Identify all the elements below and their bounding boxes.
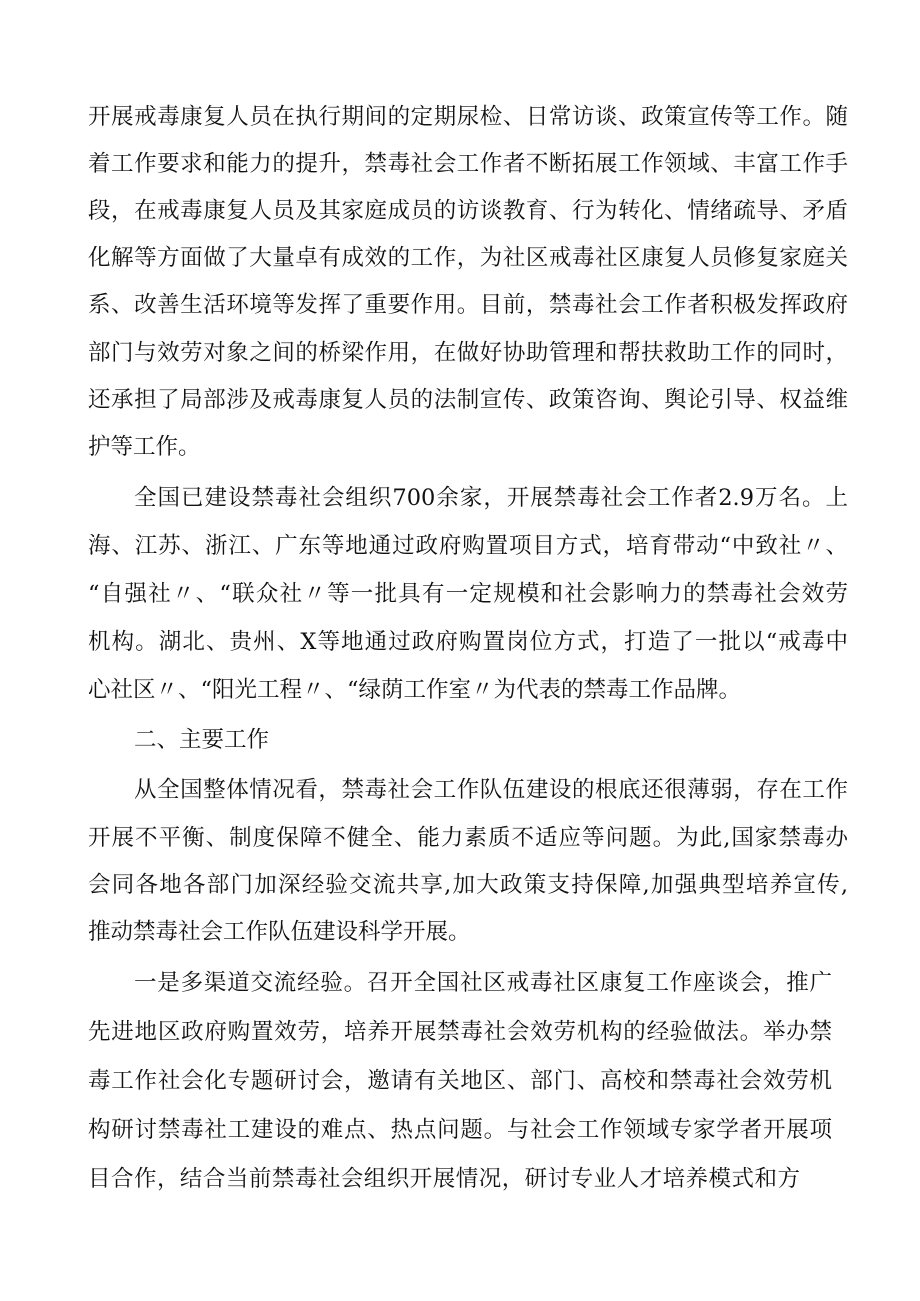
text-line: 毒工作社会化专题研讨会，邀请有关地区、部门、高校和禁毒社会效劳机 (88, 1068, 832, 1094)
text-line: 部门与效劳对象之间的桥梁作用，在做好协助管理和帮扶救助工作的同时， (88, 340, 848, 366)
text-line: 先进地区政府购置效劳，培养开展禁毒社会效劳机构的经验做法。举办禁 (88, 1019, 832, 1045)
text-line: 海、江苏、浙江、广东等地通过政府购置项目方式，培育带动“中致社〃、 (88, 533, 848, 559)
paragraph-first-line: 一是多渠道交流经验。召开全国社区戒毒社区康复工作座谈会，推广 (134, 970, 832, 996)
paragraph-first-line: 从全国整体情况看，禁毒社会工作队伍建设的根底还很薄弱，存在工作 (134, 777, 848, 803)
text-line: 还承担了局部涉及戒毒康复人员的法制宣传、政策咨询、舆论引导、权益维 (88, 387, 848, 413)
text-line: “自强社〃、“联众社〃等一批具有一定规模和社会影响力的禁毒社会效劳 (88, 581, 848, 607)
text-line: 开展不平衡、制度保障不健全、能力素质不适应等问题。为此,国家禁毒办 (88, 825, 848, 851)
text-line: 着工作要求和能力的提升，禁毒社会工作者不断拓展工作领域、丰富工作手 (88, 151, 848, 177)
text-line: 系、改善生活环境等发挥了重要作用。目前，禁毒社会工作者积极发挥政府 (88, 292, 848, 318)
text-line: 心社区〃、“阳光工程〃、“绿荫工作室〃为代表的禁毒工作品牌。 (88, 677, 742, 703)
text-line: 化解等方面做了大量卓有成效的工作，为社区戒毒社区康复人员修复家庭关 (88, 245, 848, 271)
text-line: 推动禁毒社会工作队伍建设科学开展。 (88, 919, 471, 945)
text-line: 护等工作。 (88, 434, 201, 460)
text-line: 目合作，结合当前禁毒社会组织开展情况，研讨专业人才培养模式和方 (88, 1166, 800, 1192)
text-line: 构研讨禁毒社工建设的难点、热点问题。与社会工作领域专家学者开展项 (88, 1117, 832, 1143)
section-heading: 二、主要工作 (134, 727, 270, 753)
text-line: 开展戒毒康复人员在执行期间的定期尿检、日常访谈、政策宣传等工作。随 (88, 104, 848, 130)
text-line: 段，在戒毒康复人员及其家庭成员的访谈教育、行为转化、情绪疏导、矛盾 (88, 198, 848, 224)
paragraph-first-line: 全国已建设禁毒社会组织700余家，开展禁毒社会工作者2.9万名。上 (134, 485, 848, 511)
text-line: 机构。湖北、贵州、X等地通过政府购置岗位方式，打造了一批以“戒毒中 (88, 629, 848, 655)
text-line: 会同各地各部门加深经验交流共享,加大政策支持保障,加强典型培养宣传, (88, 872, 848, 898)
